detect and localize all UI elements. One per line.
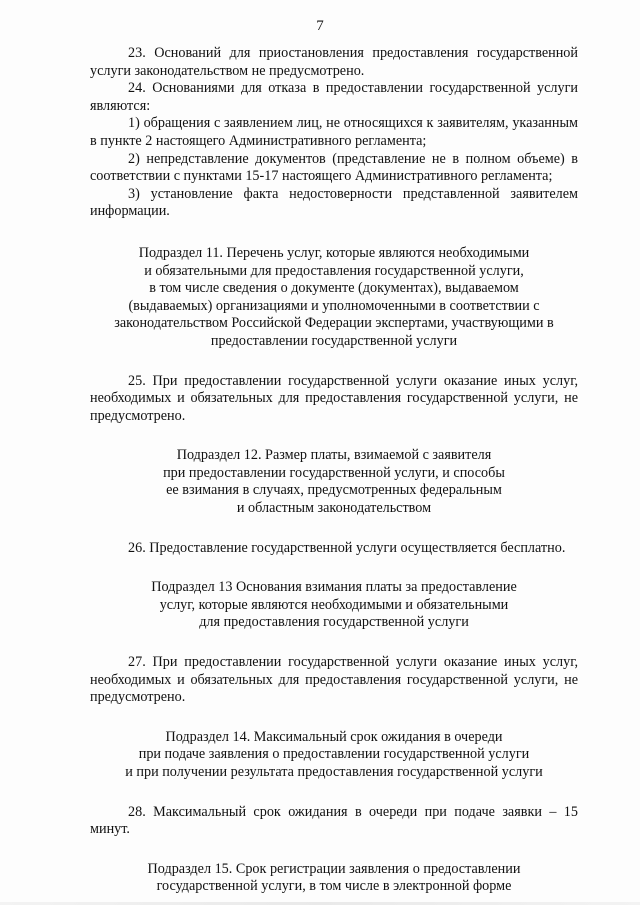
paragraph-24-item-2: 2) непредставление документов (представление не в полном объеме) в соответствии с пунктами 15-17 настоящего Административного регламента; [90, 150, 578, 185]
subsection-12-line: и областным законодательством [236, 500, 432, 517]
subsection-11-line: (выдаваемых) организациями и уполномоченными в соответствии с [128, 297, 540, 314]
subsection-12-line: ее взимания в случаях, предусмотренных федеральным [166, 482, 502, 499]
subsection-11-heading [90, 245, 578, 351]
subsection-11-line: предоставлении государственной услуги [210, 332, 458, 349]
subsection-11-line: и обязательными для предоставления государственной услуги, [144, 262, 524, 279]
paragraph-25: 25. При предоставлении государственной услуги оказание иных услуг, необходимых и обязательных для предоставления государственной услуги, не предусмотрено. [90, 372, 578, 424]
paragraph-24-item-1: 1) обращения с заявлением лиц, не относящихся к заявителям, указанным в пункте 2 настоящего Административного регламента; [90, 115, 578, 149]
subsection-14-line: и при получении результата предоставления государственной услуги [125, 764, 543, 780]
subsection-11-line: законодательством Российской Федерации экспертами, участвующими в [114, 315, 554, 332]
document-body [90, 45, 578, 896]
subsection-13-line: для предоставления государственной услуги [199, 614, 469, 631]
subsection-12-line: при предоставлении государственной услуги, и способы [163, 464, 505, 481]
paragraph-26: 26. Предоставление государственной услуги осуществляется бесплатно. [128, 539, 566, 556]
subsection-15-line: Подраздел 15. Срок регистрации заявления о предоставлении [147, 860, 521, 877]
subsection-11-line: в том числе сведения о документе (документах), выдаваемом [149, 280, 519, 297]
subsection-13-line: услуг, которые являются необходимыми и обязательными [159, 596, 509, 613]
subsection-14-line: Подраздел 14. Максимальный срок ожидания в очереди [165, 728, 503, 745]
paragraph-23: 23. Оснований для приостановления предоставления государственной услуги законодательством не предусмотрено. [90, 45, 578, 79]
subsection-11-line: Подраздел 11. Перечень услуг, которые являются необходимыми [138, 244, 530, 261]
subsection-15-line: государственной услуги, в том числе в электронной форме [156, 878, 512, 895]
subsection-12-heading [90, 447, 578, 517]
subsection-13-line: Подраздел 13 Основания взимания платы за предоставление [151, 579, 517, 596]
paragraph-24-item-3: 3) установление факта недостоверности представленной заявителем информации. [90, 185, 578, 220]
subsection-13-heading [90, 579, 578, 632]
subsection-14-line: при подаче заявления о предоставлении государственной услуги [138, 746, 530, 763]
page-number: 7 [316, 18, 324, 34]
paragraph-28: 28. Максимальный срок ожидания в очереди при подаче заявки – 15 минут. [90, 803, 578, 838]
subsection-15-heading [90, 861, 578, 896]
subsection-14-heading [90, 729, 578, 782]
paragraph-24: 24. Основаниями для отказа в предоставлении государственной услуги являются: [90, 80, 578, 114]
paragraph-27: 27. При предоставлении государственной услуги оказание иных услуг, необходимых и обязательных для предоставления государственной услуги, не предусмотрено. [90, 654, 578, 706]
subsection-12-line: Подраздел 12. Размер платы, взимаемой с заявителя [176, 447, 492, 464]
